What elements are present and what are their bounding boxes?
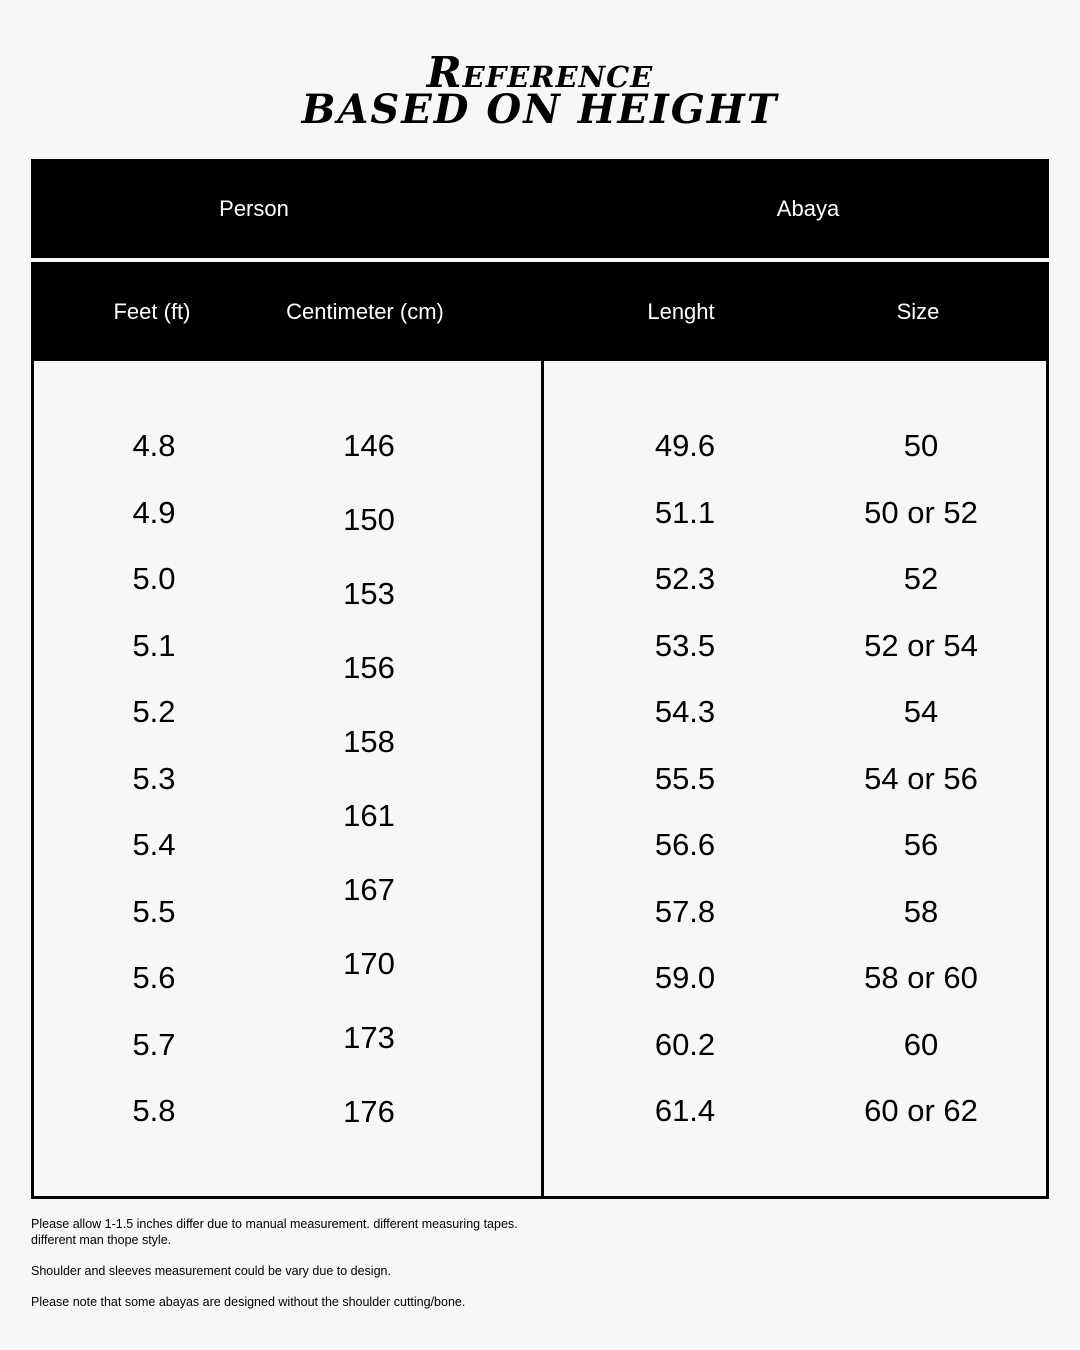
- length-cell: 56.6: [654, 827, 716, 862]
- footnotes: [31, 1216, 1031, 1325]
- group-header-abaya: Abaya: [776, 196, 840, 221]
- size-cell: 58: [903, 893, 939, 929]
- feet-cell: 5.2: [132, 694, 176, 729]
- size-cell: 50: [903, 428, 939, 463]
- size-cell: 60: [903, 1026, 939, 1062]
- feet-cell: 5.0: [132, 561, 176, 596]
- feet-cell: 5.8: [132, 1093, 176, 1128]
- column-divider: [541, 361, 544, 1196]
- cm-cell: 153: [343, 576, 395, 611]
- page-subtitle: BASED ON HEIGHT: [301, 86, 779, 133]
- footnote: Please note that some abayas are designed without the shoulder cutting/bone.: [31, 1295, 466, 1309]
- feet-cell: 4.8: [132, 428, 176, 463]
- cm-cell: 156: [343, 650, 395, 685]
- feet-cell: 5.4: [132, 827, 176, 862]
- size-cell: 56: [903, 827, 939, 862]
- length-cell: 57.8: [654, 893, 716, 929]
- feet-cell: 5.3: [132, 760, 176, 796]
- feet-cell: 5.1: [132, 627, 176, 663]
- column-header-size: Size: [896, 299, 940, 324]
- length-cell: 49.6: [654, 428, 716, 463]
- cm-cell: 170: [343, 946, 395, 981]
- length-cell: 59.0: [654, 960, 716, 995]
- table-body: [31, 361, 1049, 1199]
- feet-cell: 5.6: [132, 960, 176, 995]
- length-cell: 55.5: [654, 760, 716, 796]
- feet-cell: 5.7: [132, 1026, 176, 1062]
- size-cell: 52: [903, 561, 939, 596]
- size-cell: 54 or 56: [864, 760, 978, 796]
- group-header-person: Person: [219, 196, 289, 221]
- size-cell: 54: [903, 694, 939, 729]
- cm-cell: 161: [343, 798, 395, 833]
- length-cell: 54.3: [654, 694, 716, 729]
- size-cell: 52 or 54: [864, 627, 978, 663]
- group-header-row: [31, 159, 1049, 258]
- length-cell: 53.5: [654, 627, 716, 663]
- size-cell: 60 or 62: [864, 1093, 978, 1128]
- column-header-cm: Centimeter (cm): [286, 299, 444, 324]
- length-cell: 60.2: [654, 1026, 716, 1062]
- length-cell: 51.1: [654, 494, 716, 530]
- length-cell: 61.4: [654, 1093, 716, 1128]
- footnote: Shoulder and sleeves measurement could be vary due to design.: [31, 1264, 391, 1278]
- cm-cell: 173: [343, 1020, 395, 1055]
- size-cell: 58 or 60: [864, 960, 978, 995]
- column-header-feet: Feet (ft): [113, 299, 191, 324]
- size-cell: 50 or 52: [864, 494, 978, 530]
- feet-cell: 4.9: [132, 494, 176, 530]
- footnote: Please allow 1-1.5 inches differ due to manual measurement. different measuring tapes. different man thope style.: [31, 1217, 518, 1247]
- cm-cell: 176: [343, 1094, 395, 1129]
- feet-cell: 5.5: [132, 893, 176, 929]
- page-title: Reference: [426, 48, 654, 97]
- cm-cell: 167: [343, 872, 395, 907]
- cm-cell: 158: [343, 724, 395, 759]
- size-reference-table: [31, 159, 1049, 1199]
- length-cell: 52.3: [654, 561, 716, 596]
- column-header-length: Lenght: [647, 299, 715, 324]
- column-header-row: [31, 262, 1049, 361]
- cm-cell: 150: [343, 502, 395, 537]
- cm-cell: 146: [343, 428, 395, 463]
